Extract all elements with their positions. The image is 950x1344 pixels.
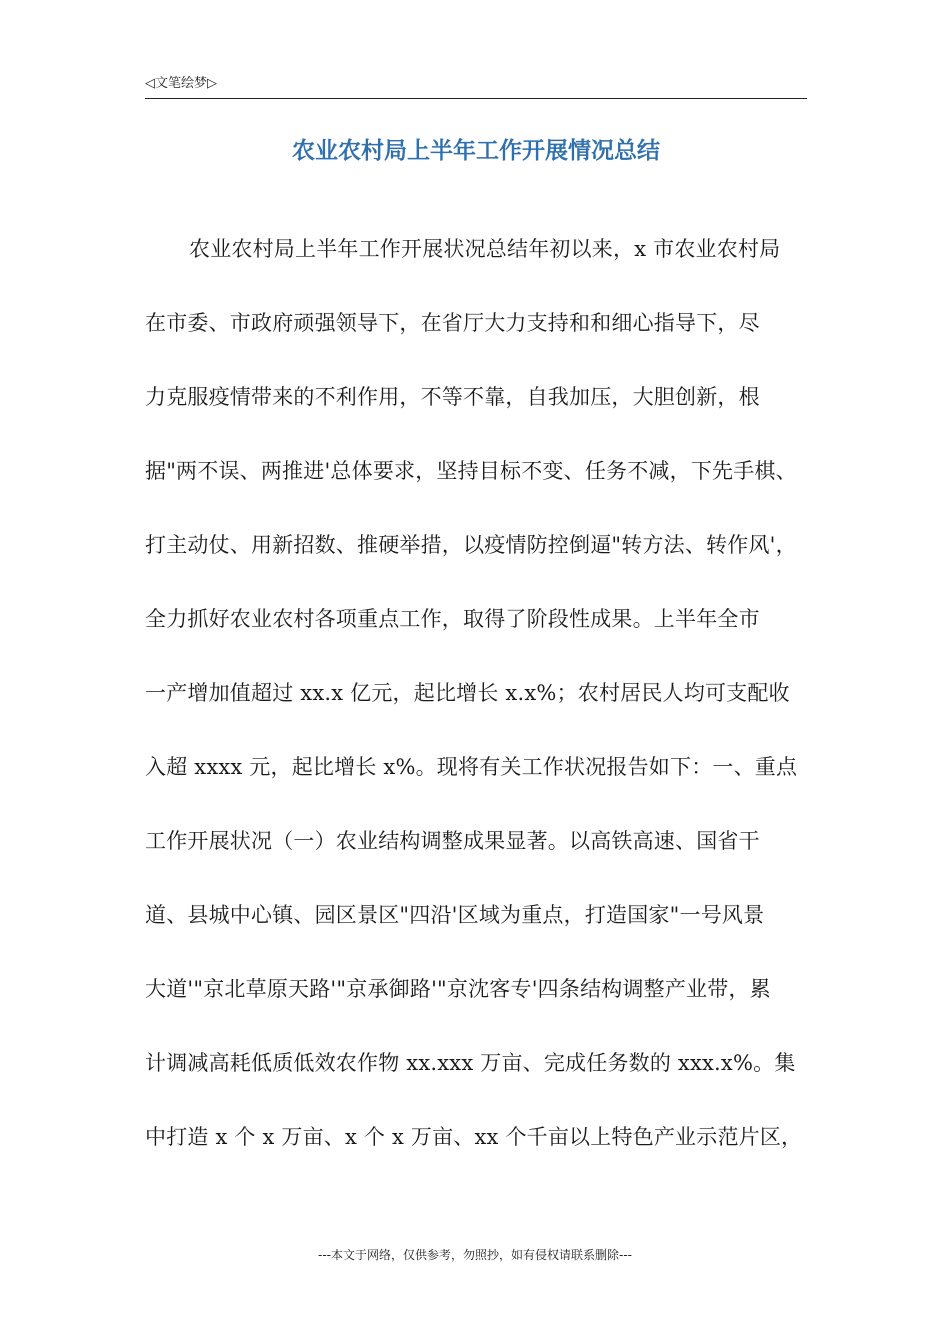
document-title: 农业农村局上半年工作开展情况总结 (292, 137, 660, 164)
body-line: 据"两不误、两推进'总体要求，坚持目标不变、任务不减，下先手棋、 (145, 459, 797, 483)
body-line: 力克服疫情带来的不利作用，不等不靠，自我加压，大胆创新，根 (145, 385, 760, 409)
body-line: 计调减高耗低质低效农作物 xx.xxx 万亩、完成任务数的 xxx.x%。集 (145, 1051, 796, 1075)
page-header (145, 74, 807, 99)
body-line: 工作开展状况（一）农业结构调整成果显著。以高铁高速、国省干 (145, 829, 760, 853)
header-brand: ◁文笔绘梦▷ (145, 76, 217, 91)
body-line: 一产增加值超过 xx.x 亿元，起比增长 x.x%；农村居民人均可支配收 (145, 681, 790, 705)
body-line: 大道'"京北草原天路'"京承御路'"京沈客专'四条结构调整产业带，累 (145, 977, 771, 1001)
body-line: 打主动仗、用新招数、推硬举措，以疫情防控倒逼"转方法、转作风'， (145, 533, 797, 557)
page-footer-disclaimer: ---本文于网络，仅供参考，勿照抄，如有侵权请联系删除--- (318, 1248, 632, 1262)
body-line: 在市委、市政府顽强领导下，在省厅大力支持和和细心指导下，尽 (145, 311, 760, 335)
document-body (145, 230, 807, 1192)
body-line: 中打造 x 个 x 万亩、x 个 x 万亩、xx 个千亩以上特色产业示范片区， (145, 1125, 803, 1149)
body-line: 入超 xxxx 元，起比增长 x%。现将有关工作状况报告如下：一、重点 (145, 755, 798, 779)
body-line: 全力抓好农业农村各项重点工作，取得了阶段性成果。上半年全市 (145, 607, 760, 631)
body-line: 农业农村局上半年工作开展状况总结年初以来，x 市农业农村局 (189, 237, 781, 261)
body-line: 道、县城中心镇、园区景区"四沿'区域为重点，打造国家"一号风景 (145, 903, 765, 927)
